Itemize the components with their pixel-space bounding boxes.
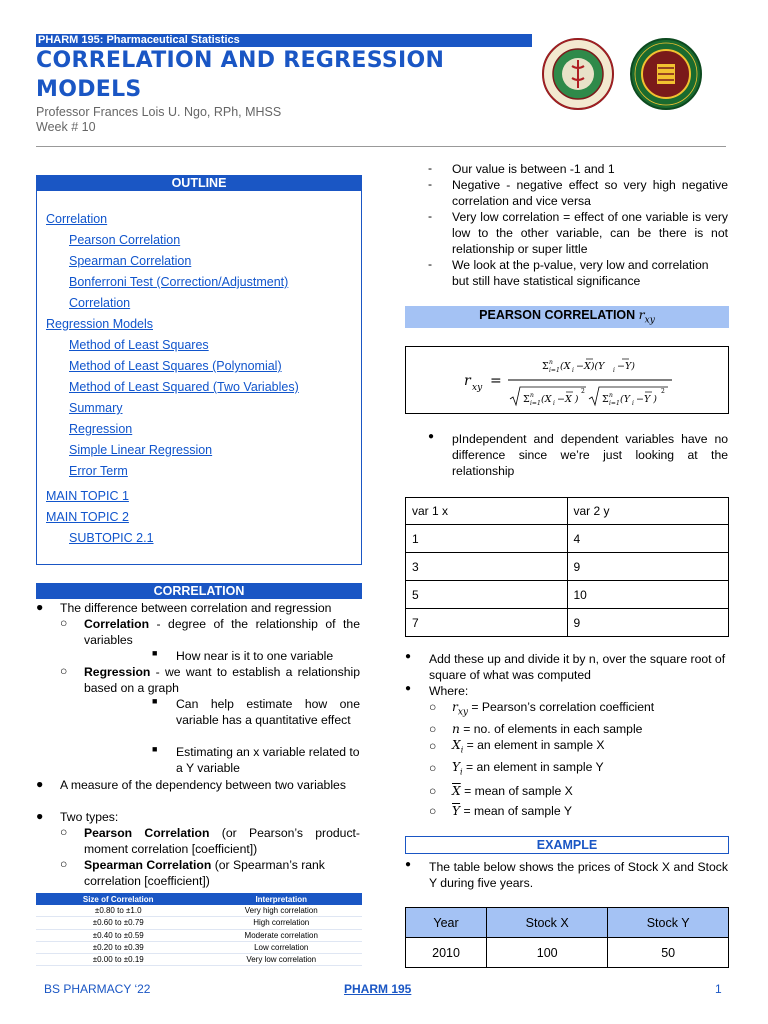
bullet-dot-icon: ● <box>405 683 412 694</box>
bullet-circle-icon: ○ <box>429 784 437 798</box>
table-cell: 2010 <box>406 938 487 968</box>
correlation-bullet-3: Two types: <box>60 810 119 824</box>
where-n-text: = no. of elements in each sample <box>463 722 643 736</box>
where-xbar-text: = mean of sample X <box>464 784 573 798</box>
example-table <box>405 907 729 968</box>
svg-text:−Y): −Y) <box>617 361 635 372</box>
regression-def-text: - we want to establish a relationship based on a graph <box>84 665 360 695</box>
correlation-term: Correlation <box>84 617 150 631</box>
example-text: The table below shows the prices of Stock X and Stock Y during five years. <box>429 860 728 890</box>
pearson-title <box>405 306 729 328</box>
svg-text:i=1: i=1 <box>530 400 541 407</box>
bullet-square-icon: ■ <box>152 696 158 706</box>
svg-text:i: i <box>632 400 634 407</box>
spearman-type-term: Spearman Correlation <box>84 858 212 872</box>
svg-text:2: 2 <box>581 388 585 395</box>
table-row <box>406 609 729 637</box>
pearson-type-text: (or Pearson’s product-moment correlation [coefficient]) <box>84 826 360 856</box>
regression-def <box>84 664 360 696</box>
bullet-circle-icon: ○ <box>429 739 437 753</box>
svg-text:n: n <box>609 392 613 399</box>
svg-text:n: n <box>549 359 553 366</box>
outline-box <box>36 175 362 565</box>
svg-text:i: i <box>613 367 615 374</box>
table-row <box>36 941 362 953</box>
bullet-circle-icon: ○ <box>60 857 68 871</box>
outline-link-pearson[interactable]: Pearson Correlation <box>69 233 181 247</box>
pearson-title-text: PEARSON CORRELATION <box>479 308 636 322</box>
page-title <box>36 46 536 104</box>
table-row <box>36 954 362 966</box>
table-row <box>36 917 362 929</box>
svg-text:−X)(Y: −X)(Y <box>576 361 605 372</box>
outline-link-main-topic-1[interactable]: MAIN TOPIC 1 <box>46 489 129 503</box>
svg-text:Σ: Σ <box>542 361 549 372</box>
bullet-circle-icon: ○ <box>429 722 437 736</box>
svg-text:i: i <box>572 367 574 374</box>
bullet-circle-icon: ○ <box>429 700 437 714</box>
where-ybar-text: = mean of sample Y <box>463 804 572 818</box>
table-cell: Low correlation <box>200 941 362 953</box>
footer-left: BS PHARMACY ‘22 <box>44 982 151 996</box>
bullet-circle-icon: ○ <box>429 761 437 775</box>
table-header: Size of Correlation <box>36 893 200 905</box>
correlation-def <box>84 616 360 648</box>
table-header: var 2 y <box>567 498 729 525</box>
svg-text:−X ): −X ) <box>557 394 579 405</box>
correlation-sub-1: How near is it to one variable <box>176 649 334 663</box>
pearson-formula-box <box>405 346 729 414</box>
bullet-dot-icon: ● <box>428 431 435 442</box>
after-table-note-1: Add these up and divide it by n, over the square root of square of what was computed <box>429 652 726 682</box>
table-row <box>406 553 729 581</box>
outline-link-summary[interactable]: Summary <box>69 401 123 415</box>
outline-link-regression[interactable]: Regression <box>69 422 133 436</box>
bullet-dash-icon: - <box>428 209 433 223</box>
regression-sub-1: Can help estimate how one variable has a quantitative effect <box>176 697 360 727</box>
correlation-size-table <box>36 893 362 966</box>
svg-text:Σ: Σ <box>523 394 530 405</box>
professor-name: Professor Frances Lois U. Ngo, RPh, MHSS <box>36 105 282 119</box>
outline-link-least-squared-two-variables[interactable]: Method of Least Squared (Two Variables) <box>69 380 299 394</box>
outline-link-least-squares[interactable]: Method of Least Squares <box>69 338 209 352</box>
regression-term: Regression <box>84 665 151 679</box>
correlation-def-text: - degree of the relationship of the variables <box>84 617 360 647</box>
variable-table <box>405 497 729 637</box>
table-cell: High correlation <box>200 917 362 929</box>
outline-link-bonferroni[interactable]: Bonferroni Test (Correction/Adjustment) <box>69 275 289 289</box>
svg-text:(X: (X <box>541 394 552 405</box>
correlation-bullet-2: A measure of the dependency between two variables <box>60 778 346 792</box>
example-title: EXAMPLE <box>405 836 729 854</box>
table-header: var 1 x <box>406 498 568 525</box>
table-header: Interpretation <box>200 893 362 905</box>
svg-text:(X: (X <box>560 361 571 372</box>
where-n: n = no. of elements in each sample <box>452 722 643 736</box>
table-header: Stock Y <box>608 908 729 938</box>
svg-text:−Y ): −Y ) <box>636 394 657 405</box>
where-xi-text: = an element in sample X <box>466 738 605 752</box>
table-row <box>406 581 729 609</box>
title-line-2: MODELS <box>36 77 142 102</box>
regression-sub-2: Estimating an x variable related to a Y variable <box>176 745 360 775</box>
table-cell: Very low correlation <box>200 954 362 966</box>
outline-link-error-term[interactable]: Error Term <box>69 464 128 478</box>
table-cell: ±0.60 to ±0.79 <box>36 917 200 929</box>
outline-link-correlation[interactable]: Correlation <box>46 212 108 226</box>
pearson-title-subscript: xy <box>644 315 655 326</box>
pearson-type <box>84 825 360 857</box>
table-cell: Very high correlation <box>200 905 362 917</box>
outline-title: OUTLINE <box>36 175 362 191</box>
bullet-dot-icon: ● <box>36 777 44 791</box>
bullet-circle-icon: ○ <box>60 825 68 839</box>
table-row <box>406 525 729 553</box>
where-yi: $Y_i$ = an element in sample Y <box>452 760 604 777</box>
table-cell: 9 <box>567 609 729 637</box>
table-header: Stock X <box>487 908 608 938</box>
bullet-dash-icon: - <box>428 257 433 271</box>
bullet-dot-icon: ● <box>36 600 44 614</box>
table-row <box>36 929 362 941</box>
bullet-dash-icon: - <box>428 161 433 175</box>
svg-text:Σ: Σ <box>602 394 609 405</box>
spearman-type <box>84 857 360 889</box>
table-cell: Moderate correlation <box>200 929 362 941</box>
table-header: Year <box>406 908 487 938</box>
table-cell: ±0.40 to ±0.59 <box>36 929 200 941</box>
bullet-dot-icon: ● <box>405 651 412 662</box>
svg-text:r: r <box>464 373 471 389</box>
table-cell: 100 <box>487 938 608 968</box>
outline-link-correlation-2[interactable]: Correlation <box>69 296 131 310</box>
bullet-circle-icon: ○ <box>429 804 437 818</box>
correlation-title: CORRELATION <box>36 583 362 599</box>
pearson-note: pIndependent and dependent variables have no difference since we’re just looking at the relationship <box>452 432 728 478</box>
outline-link-spearman[interactable]: Spearman Correlation <box>69 254 192 268</box>
where-ybar: $\overline{Y}$ = mean of sample Y <box>452 804 572 818</box>
table-cell: 7 <box>406 609 568 637</box>
where-r-xy-text: = Pearson’s correlation coefficient <box>471 700 655 714</box>
college-of-pharmacy-seal-icon <box>542 38 614 110</box>
week-label: Week # 10 <box>36 120 96 134</box>
outline-link-regression-models[interactable]: Regression Models <box>46 317 153 331</box>
outline-link-main-topic-2[interactable]: MAIN TOPIC 2 <box>46 510 129 524</box>
right-note-1: Our value is between -1 and 1 <box>452 162 615 176</box>
table-row <box>406 908 729 938</box>
bullet-dot-icon: ● <box>405 859 412 870</box>
svg-text:i=1: i=1 <box>609 400 620 407</box>
bullet-square-icon: ■ <box>152 744 158 754</box>
university-seal-icon <box>630 38 702 110</box>
bullet-square-icon: ■ <box>152 648 158 658</box>
svg-text:i=1: i=1 <box>549 367 560 374</box>
svg-text:n: n <box>530 392 534 399</box>
outline-link-least-squares-polynomial[interactable]: Method of Least Squares (Polynomial) <box>69 359 282 373</box>
svg-text:xy: xy <box>472 383 483 393</box>
where-xi: $X_i$ = an element in sample X <box>452 738 605 755</box>
bullet-circle-icon: ○ <box>60 616 68 630</box>
table-cell: ±0.20 to ±0.39 <box>36 941 200 953</box>
page-number: 1 <box>715 982 722 996</box>
table-cell: ±0.80 to ±1.0 <box>36 905 200 917</box>
table-cell: 10 <box>567 581 729 609</box>
correlation-bullet-1: The difference between correlation and regression <box>60 601 332 615</box>
table-cell: ±0.00 to ±0.19 <box>36 954 200 966</box>
table-cell: 9 <box>567 553 729 581</box>
pearson-title-symbol: r <box>638 307 645 322</box>
table-cell: 5 <box>406 581 568 609</box>
svg-text:2: 2 <box>661 388 665 395</box>
svg-text:(Y: (Y <box>620 394 630 405</box>
outline-link-simple-linear-regression[interactable]: Simple Linear Regression <box>69 443 213 457</box>
course-banner: PHARM 195: Pharmaceutical Statistics <box>36 34 532 47</box>
table-cell: 1 <box>406 525 568 553</box>
bullet-dash-icon: - <box>428 177 433 191</box>
table-row <box>36 905 362 917</box>
right-note-3: Very low correlation = effect of one variable is very low to the other variable, can be there is not relationship or super little <box>452 210 728 256</box>
pearson-type-term: Pearson Correlation <box>84 826 210 840</box>
table-cell: 4 <box>567 525 729 553</box>
footer-center-link[interactable]: PHARM 195 <box>344 982 412 996</box>
where-yi-text: = an element in sample Y <box>466 760 604 774</box>
where-r-xy: $r_{xy}$ = Pearson’s correlation coefficient <box>452 700 655 718</box>
outline-link-subtopic-2-1[interactable]: SUBTOPIC 2.1 <box>69 531 154 545</box>
table-row <box>406 938 729 968</box>
table-cell: 50 <box>608 938 729 968</box>
where-xbar: $\overline{X}$ = mean of sample X <box>452 784 573 798</box>
header-divider <box>36 146 726 147</box>
right-note-4: We look at the p-value, very low and correlation but still have statistical significance <box>452 258 709 288</box>
bullet-dot-icon: ● <box>36 809 44 823</box>
spearman-type-text: (or Spearman’s rank correlation [coefficient]) <box>84 858 325 888</box>
svg-text:=: = <box>490 373 502 389</box>
pearson-formula <box>406 347 728 413</box>
table-cell: 3 <box>406 553 568 581</box>
title-line-1: CORRELATION AND REGRESSION <box>36 48 445 73</box>
bullet-circle-icon: ○ <box>60 664 68 678</box>
svg-text:i: i <box>553 400 555 407</box>
table-row <box>406 498 729 525</box>
after-table-note-2: Where: <box>429 684 469 698</box>
right-note-2: Negative - negative effect so very high negative correlation and vice versa <box>452 178 728 208</box>
